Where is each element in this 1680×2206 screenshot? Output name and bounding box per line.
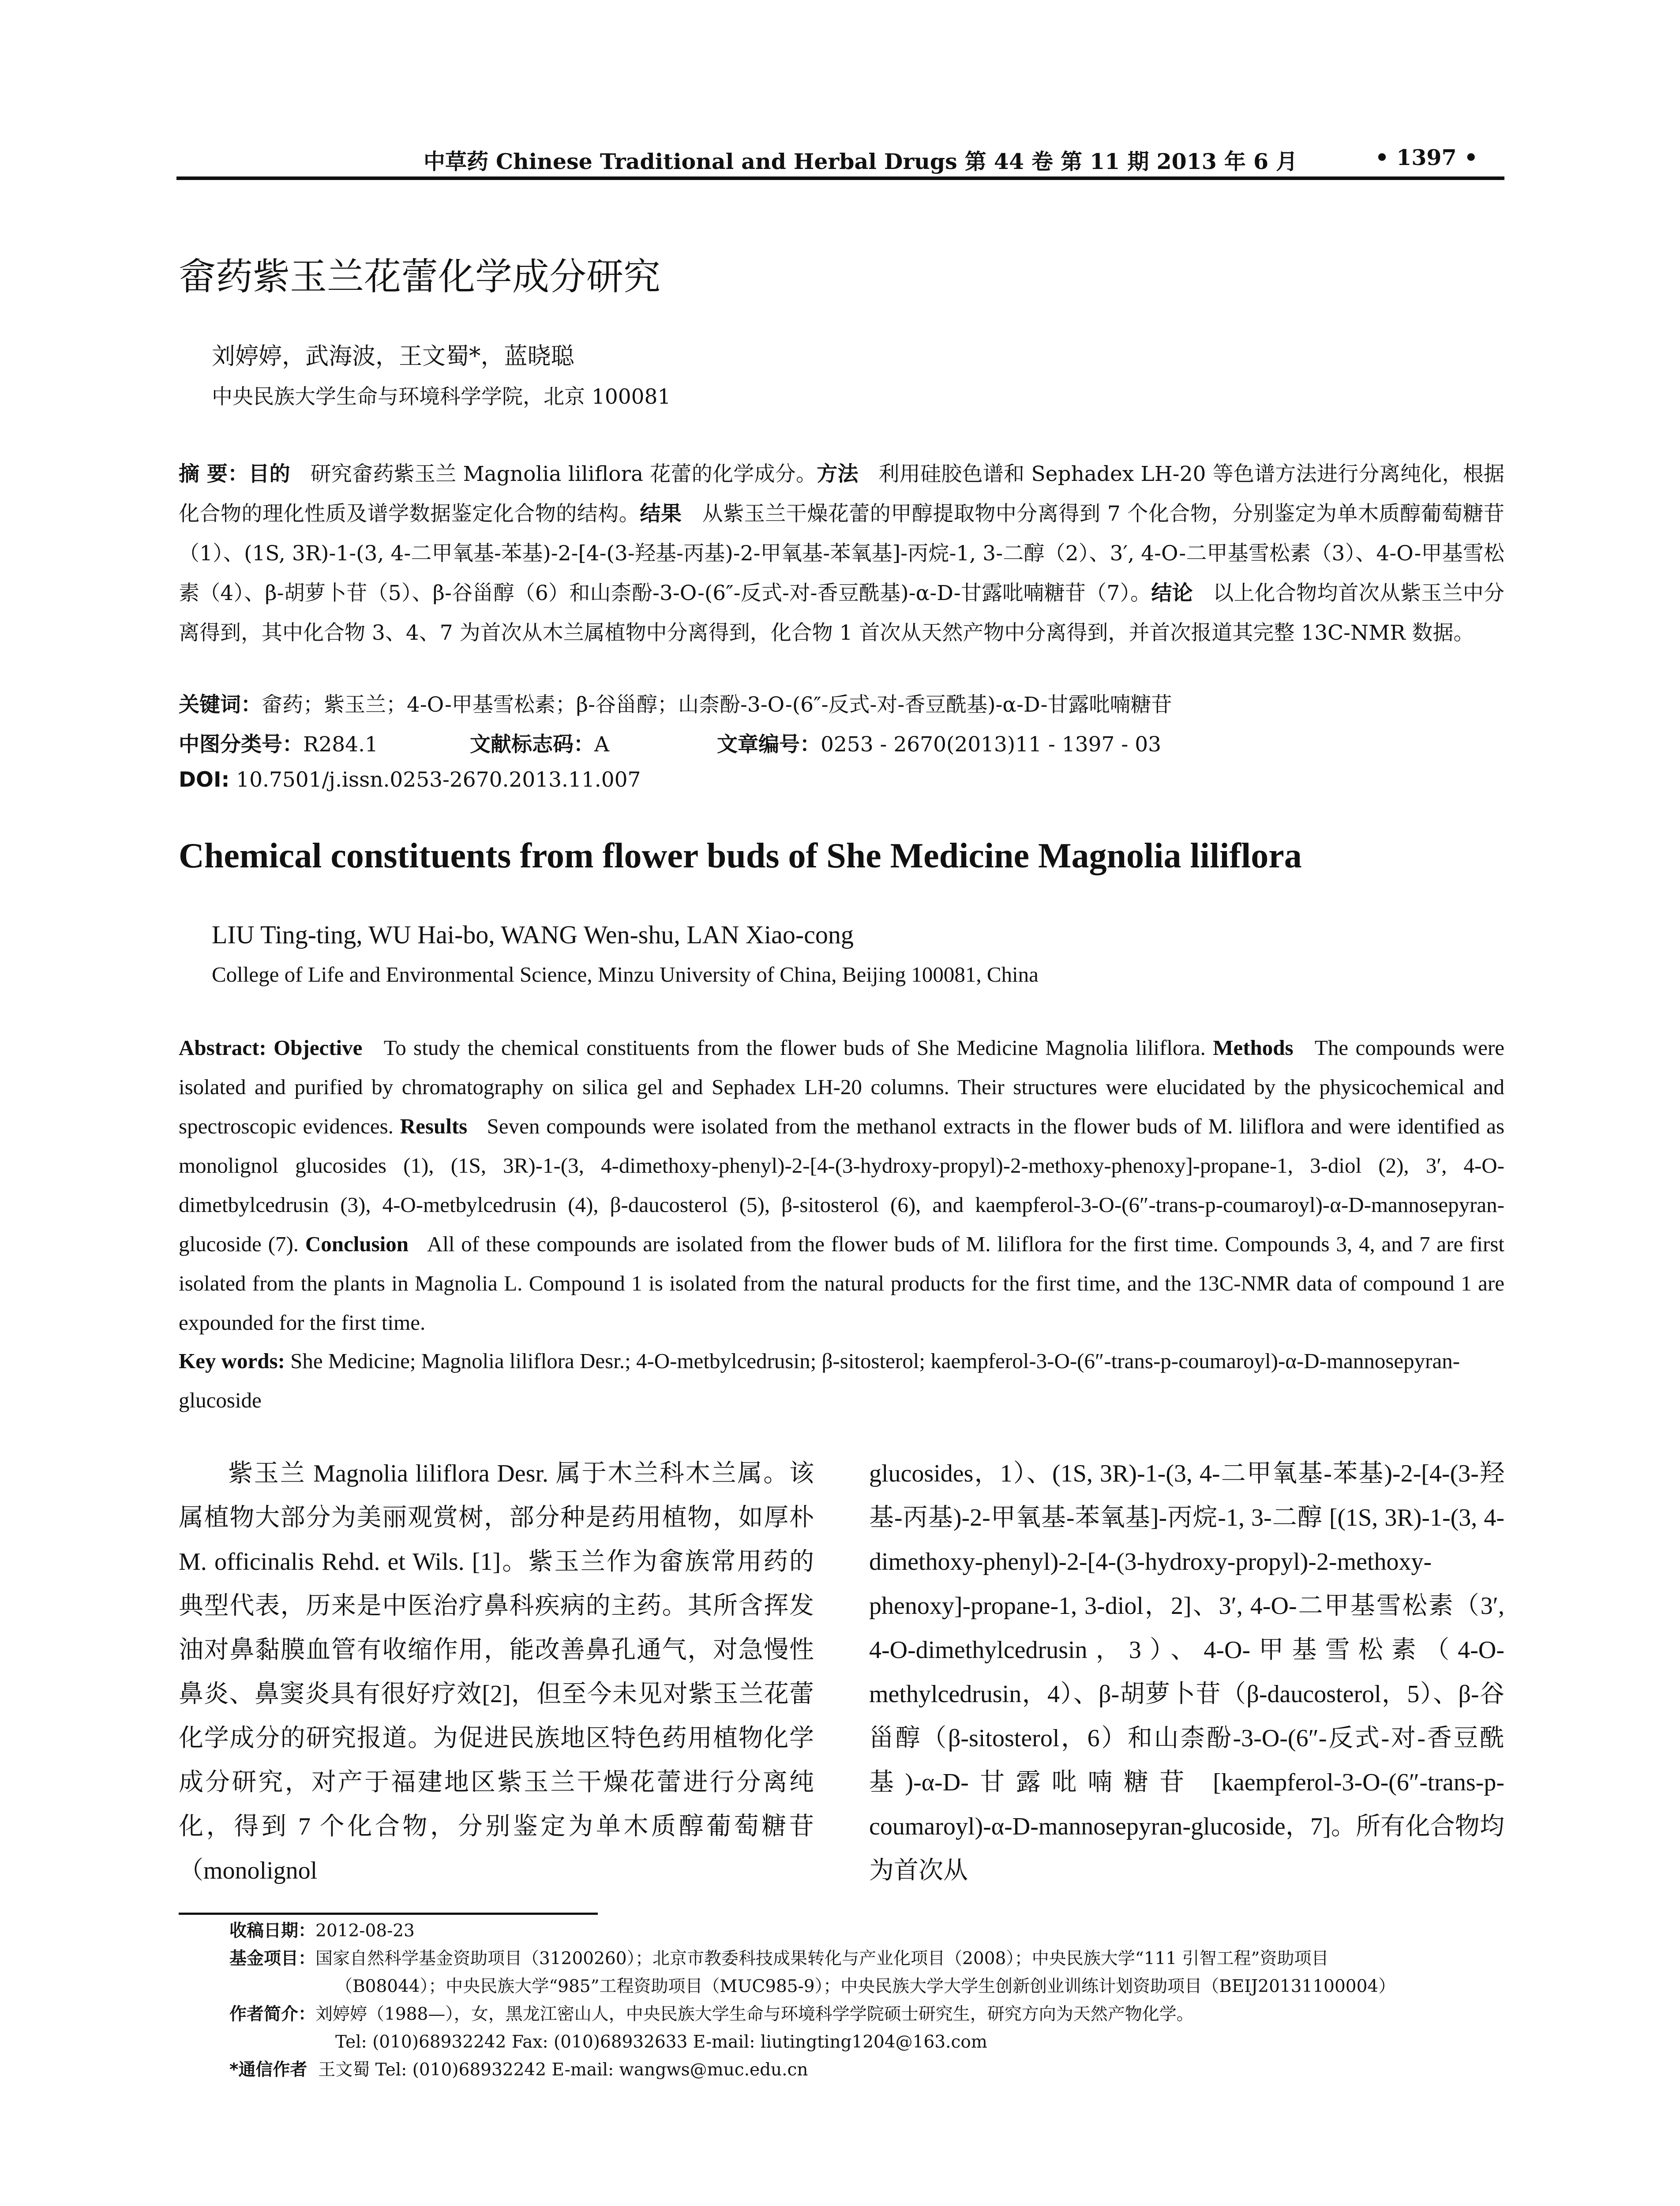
en-conclusion-label: Conclusion [305,1232,409,1256]
conclusion-text: 以上化合物均首次从紫玉兰中分离得到，其中化合物 3、4、7 为首次从木兰属植物中分离得到，化合物 1 首次从天然产物中分离得到，并首次报道其完整 13C-NMR 数据。 [179,581,1504,645]
en-methods-label: Methods [1213,1035,1294,1060]
journal-citation: 中草药 Chinese Traditional and Herbal Drugs 第 44 卷 第 11 期 2013 年 6 月 [424,149,1298,174]
footnote-author [229,2000,1504,2028]
fund-line-2: （B08044）；中央民族大学“985”工程资助项目（MUC985-9）；中央民族大学大学生创新创业训练计划资助项目（BEIJ20131100004） [335,1977,1396,1996]
chinese-authors: 刘婷婷，武海波，王文蜀*，蓝晓聪 [212,343,574,370]
english-authors: LIU Ting-ting, WU Hai-bo, WANG Wen-shu, LAN Xiao-cong [212,920,854,949]
conclusion-label: 结论 [1151,581,1193,605]
page-number: • 1397 • [1375,145,1478,170]
footnotes [229,1917,1504,2084]
footnote-fund [229,1945,1504,1973]
en-results-text: Seven compounds were isolated from the methanol extracts in the flower buds of M. liliflora and were identified as monolignol glucosides (1), (1S, 3R)-1-(3, 4-dimethoxy-phenyl)-2-[4-(3-hydroxy-propyl)-2-methoxy-phenoxy]-propane-1, 3-diol (2), 3′, 4-O-dimetbylcedrusin (3), 4-O-metbylcedrusin (4), β-daucosterol (5), β-sitosterol (6), and kaempferol-3-O-(6″-trans-p-coumaroyl)-α-D-mannosepyran-glucoside (7). [179,1114,1505,1256]
body-column-left: 紫玉兰 Magnolia liliflora Desr. 属于木兰科木兰属。该属植物大部分为美丽观赏树，部分种是药用植物，如厚朴 M. officinalis Rehd. et Wils. [1]。紫玉兰作为畲族常用药的典型代表，历来是中医治疗鼻科疾病的主药。其所含挥发油对鼻黏膜血管有收缩作用，能改善鼻孔通气，对急慢性鼻炎、鼻窦炎具有很好疗效[2]，但至今未见对紫玉兰花蕾化学成分的研究报道。为促进民族地区特色药用植物化学成分研究，对产于福建地区紫玉兰干燥花蕾进行分离纯化，得到 7 个化合物，分别鉴定为单木质醇葡萄糖苷（monolignol [179,1460,814,1884]
clc-label: 中图分类号： [179,732,303,757]
doc-code-group [470,728,609,758]
methods-label: 方法 [817,462,859,486]
received-label: 收稿日期： [229,1921,316,1941]
results-label: 结果 [640,502,682,526]
chinese-keywords [179,688,1504,718]
fund-line-1: 国家自然科学基金资助项目（31200260）；北京市教委科技成果转化与产业化项目（2008）；中央民族大学“111 引智工程”资助项目 [315,1949,1329,1969]
footnote-received [229,1917,1504,1945]
methods-text: 利用硅胶色谱和 Sephadex LH-20 等色谱方法进行分离纯化，根据化合物的理化性质及谱学数据鉴定化合物的结构。 [179,462,1504,526]
en-results-label: Results [400,1114,468,1138]
corresponding-contact: 王文蜀 Tel: (010)68932242 E-mail: wangws@muc.edu.cn [318,2060,808,2080]
running-header [176,132,1504,172]
clc-value: R284.1 [303,732,378,757]
header-rule [176,176,1504,180]
doi-line [179,768,641,792]
objective-text: 研究畲药紫玉兰 Magnolia liliflora 花蕾的化学成分。 [310,462,817,486]
author-contact: Tel: (010)68932242 Fax: (010)68932633 E-mail: liutingting1204@163.com [335,2032,987,2052]
body-column-right: glucosides，1）、(1S, 3R)-1-(3, 4-二甲氧基-苯基)-2-[4-(3-羟基-丙基)-2-甲氧基-苯氧基]-丙烷-1, 3-二醇 [(1S, 3R)-1-(3, 4-dimethoxy-phenyl)-2-[4-(3-hydroxy-propyl)-2-methoxy-phenoxy]-propane-1, 3-diol，2]、3′, 4-O-二甲基雪松素（3′, 4-O-dimethylcedrusin，3）、4-O-甲基雪松素（4-O-methylcedrusin，4）、β-胡萝卜苷（β-daucosterol，5）、β-谷甾醇（β-sitosterol，6）和山柰酚-3-O-(6″-反式-对-香豆酰基)-α-D-甘露吡喃糖苷 [kaempferol-3-O-(6″-trans-p-coumaroyl)-α-D-mannosepyran-glucoside，7]。所有化合物均为首次从 [869,1460,1504,1884]
received-date: 2012-08-23 [315,1921,415,1941]
english-abstract [179,1028,1504,1342]
author-label: 作者简介： [229,2004,316,2024]
keywords-text: 畲药；紫玉兰；4-O-甲基雪松素；β-谷甾醇；山柰酚-3-O-(6″-反式-对-香豆酰基)-α-D-甘露吡喃糖苷 [262,693,1172,717]
classification-line [179,728,1504,759]
clc-group [179,728,378,758]
doi-label: DOI: [179,768,230,792]
en-methods-text: The compounds were isolated and purified by chromatography on silica gel and Sephadex LH-20 columns. Their structures were elucidated by the physicochemical and spectroscopic evidences. [179,1035,1505,1138]
english-title: Chemical constituents from flower buds of She Medicine Magnolia liliflora [179,837,1302,875]
en-keywords-label: Key words: [179,1349,285,1373]
abstract-label: 摘 要： [179,462,249,486]
doc-code-value: A [594,732,609,757]
english-keywords [179,1341,1504,1420]
doc-code-label: 文献标志码： [470,732,594,757]
chinese-title: 畲药紫玉兰花蕾化学成分研究 [179,255,661,298]
keywords-label: 关键词： [179,693,262,717]
footnote-corresponding [229,2056,1504,2084]
english-affiliation: College of Life and Environmental Science, Minzu University of China, Beijing 100081, China [212,962,1039,987]
article-no-label: 文章编号： [717,732,821,757]
fund-label: 基金项目： [229,1949,316,1969]
en-conclusion-text: All of these compounds are isolated from the flower buds of M. liliflora for the first time. Compounds 3, 4, and 7 are first isolated from the plants in Magnolia L. Compound 1 is isolated from the natural products for the first time, and the 13C-NMR data of compound 1 are expounded for the first time. [179,1232,1505,1335]
objective-label: 目的 [248,462,290,486]
footnote-rule [179,1913,598,1915]
en-objective-label: Objective [274,1035,363,1060]
corresponding-label: *通信作者 [229,2060,308,2080]
article-no-value: 0253 - 2670(2013)11 - 1397 - 03 [821,732,1162,757]
author-line-1: 刘婷婷（1988—），女，黑龙江密山人，中央民族大学生命与环境科学学院硕士研究生，研究方向为天然产物化学。 [315,2004,1194,2024]
article-no-group [717,728,1161,758]
chinese-affiliation: 中央民族大学生命与环境科学学院，北京 100081 [212,385,671,409]
en-keywords-text: She Medicine; Magnolia liliflora Desr.; 4-O-metbylcedrusin; β-sitosterol; kaempferol-3-O-(6″-trans-p-coumaroyl)-α-D-mannosepyran-glucoside [179,1349,1460,1412]
doi-link[interactable]: 10.7501/j.issn.0253-2670.2013.11.007 [236,768,641,792]
results-text: 从紫玉兰干燥花蕾的甲醇提取物中分离得到 7 个化合物，分别鉴定为单木质醇葡萄糖苷（1）、(1S, 3R)-1-(3, 4-二甲氧基-苯基)-2-[4-(3-羟基-丙基)-2-甲氧基-苯氧基]-丙烷-1, 3-二醇（2）、3′, 4-O-二甲基雪松素（3）、4-O-甲基雪松素（4）、β-胡萝卜苷（5）、β-谷甾醇（6）和山柰酚-3-O-(6″-反式-对-香豆酰基)-α-D-甘露吡喃糖苷（7）。 [179,502,1505,605]
en-abstract-label: Abstract: [179,1035,266,1060]
chinese-abstract [179,454,1504,653]
en-objective-text: To study the chemical constituents from the flower buds of She Medicine Magnolia liliflora. [383,1035,1206,1060]
